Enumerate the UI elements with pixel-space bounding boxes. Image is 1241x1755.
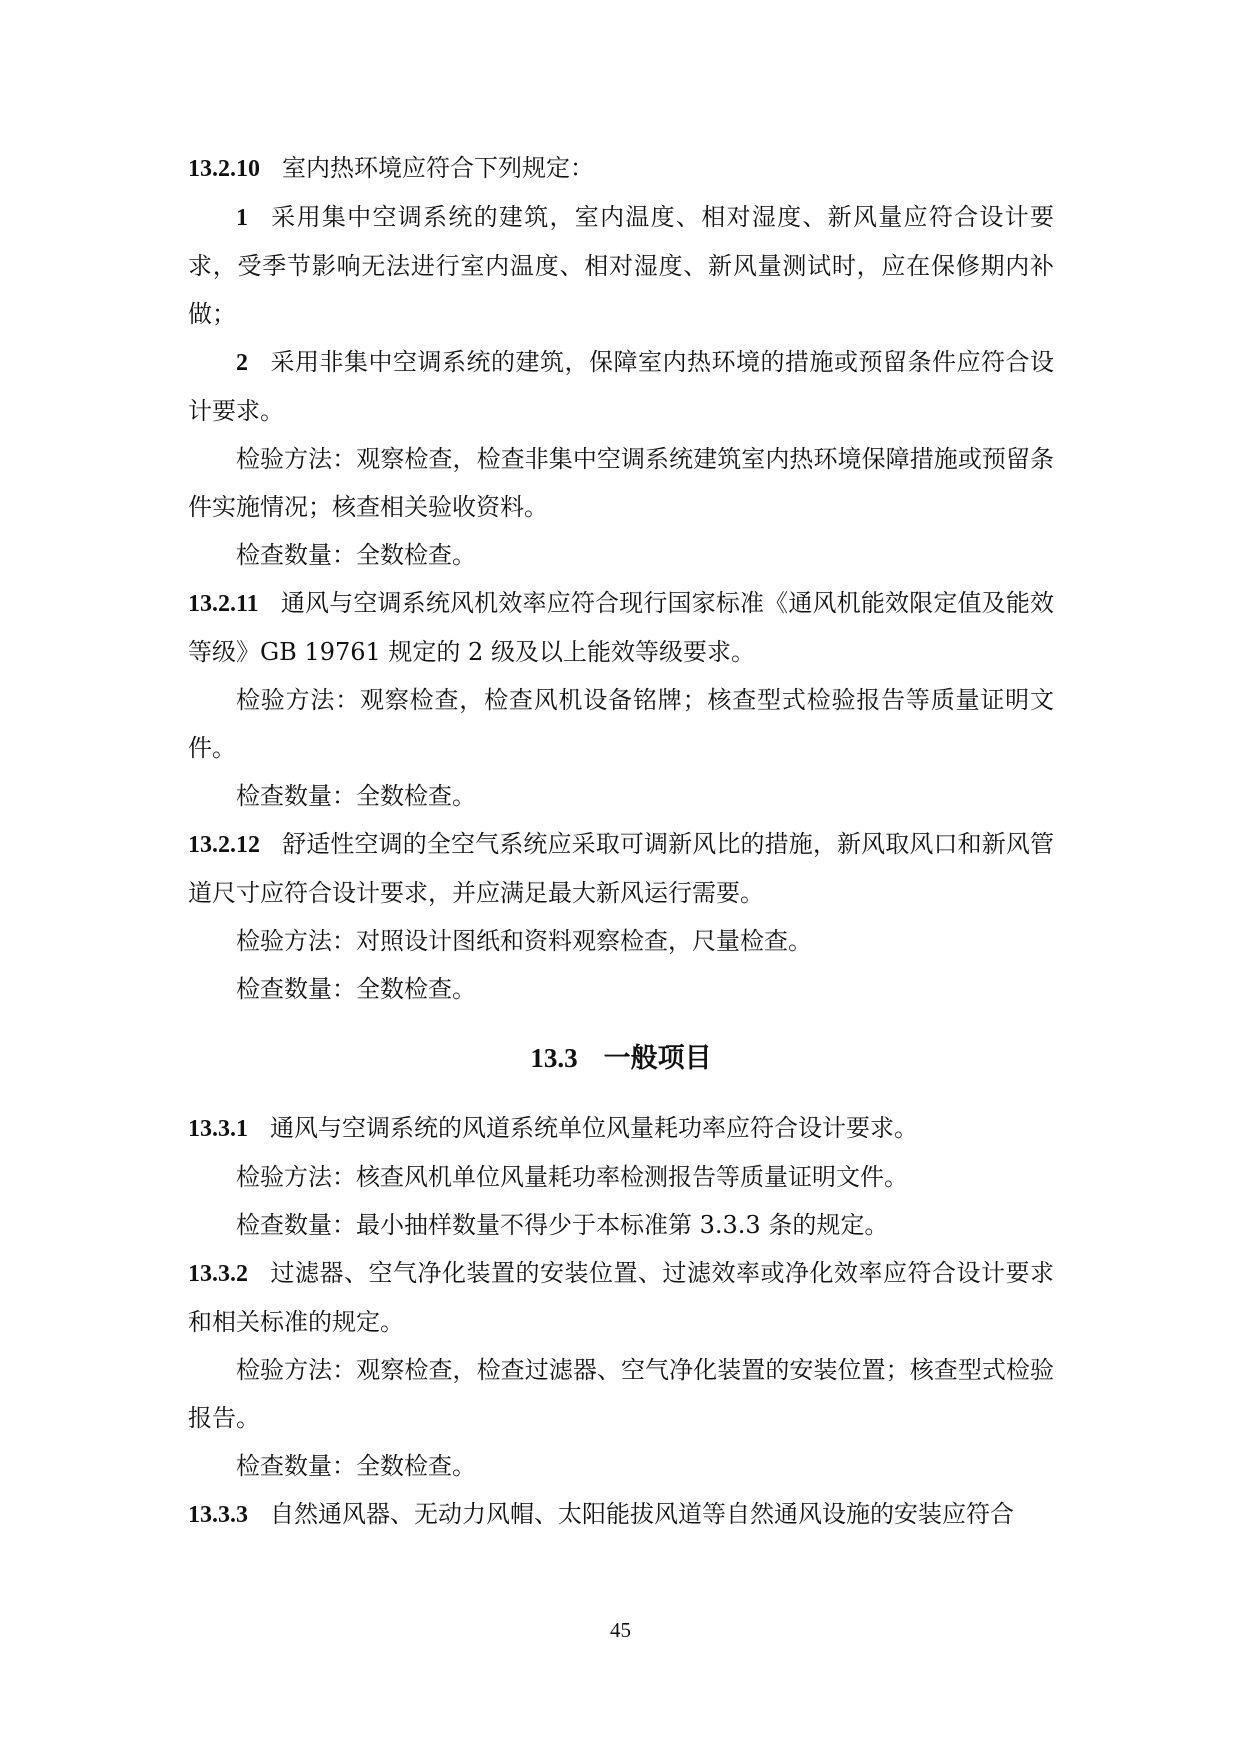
clause-13-2-10-item-2 — [188, 338, 1054, 435]
clause-13-2-11 — [188, 579, 1054, 676]
inspection-method: 检验方法：对照设计图纸和资料观察检查，尺量检查。 — [236, 927, 812, 955]
inspection-method: 检验方法：观察检查，检查过滤器、空气净化装置的安装位置；核查型式检验报告。 — [188, 1356, 1054, 1432]
clause-number: 13.2.11 — [188, 591, 259, 617]
clause-number: 13.3.3 — [188, 1502, 248, 1528]
clause-13-2-12 — [188, 820, 1054, 917]
item-text: 采用非集中空调系统的建筑，保障室内热环境的措施或预留条件应符合设计要求。 — [188, 348, 1054, 425]
clause-13-2-10-item-1 — [188, 193, 1054, 338]
inspection-quantity: 检查数量：最小抽样数量不得少于本标准第 3.3.3 条的规定。 — [236, 1211, 889, 1239]
clause-text: 舒适性空调的全空气系统应采取可调新风比的措施，新风取风口和新风管道尺寸应符合设计要求，并应满足最大新风运行需要。 — [188, 830, 1054, 907]
section-heading — [188, 1031, 1054, 1086]
inspection-quantity: 检查数量：全数检查。 — [236, 541, 476, 569]
clause-13-3-1 — [188, 1104, 1054, 1153]
clause-13-3-3 — [188, 1490, 1054, 1539]
clause-text: 自然通风器、无动力风帽、太阳能拔风道等自然通风设施的安装应符合 — [270, 1500, 1014, 1528]
clause-text: 室内热环境应符合下列规定： — [282, 154, 594, 182]
item-text: 采用集中空调系统的建筑，室内温度、相对湿度、新风量应符合设计要求，受季节影响无法进行室内温度、相对湿度、新风量测试时，应在保修期内补做； — [188, 203, 1054, 328]
item-number: 2 — [236, 350, 248, 376]
inspection-quantity: 检查数量：全数检查。 — [236, 975, 476, 1003]
page-number: 45 — [610, 1618, 631, 1642]
clause-number: 13.3.2 — [188, 1261, 248, 1287]
section-title: 一般项目 — [603, 1043, 712, 1074]
section-number: 13.3 — [530, 1043, 578, 1073]
clause-number: 13.2.12 — [188, 832, 260, 858]
inspection-quantity: 检查数量：全数检查。 — [236, 1452, 476, 1480]
clause-text: 通风与空调系统的风道系统单位风量耗功率应符合设计要求。 — [270, 1114, 918, 1142]
inspection-method: 检验方法：观察检查，检查风机设备铭牌；核查型式检验报告等质量证明文件。 — [188, 686, 1054, 762]
inspection-method: 检验方法：观察检查，检查非集中空调系统建筑室内热环境保障措施或预留条件实施情况；核查相关验收资料。 — [188, 445, 1054, 521]
item-number: 1 — [236, 205, 248, 231]
clause-13-2-10 — [188, 144, 1054, 193]
clause-13-3-2 — [188, 1249, 1054, 1346]
page-content — [188, 144, 1054, 1539]
inspection-method: 检验方法：核查风机单位风量耗功率检测报告等质量证明文件。 — [236, 1163, 908, 1191]
clause-text: 过滤器、空气净化装置的安装位置、过滤效率或净化效率应符合设计要求和相关标准的规定。 — [188, 1259, 1054, 1336]
clause-number: 13.2.10 — [188, 156, 260, 182]
clause-number: 13.3.1 — [188, 1116, 248, 1142]
inspection-quantity: 检查数量：全数检查。 — [236, 782, 476, 810]
clause-text: 通风与空调系统风机效率应符合现行国家标准《通风机能效限定值及能效等级》GB 19761 规定的 2 级及以上能效等级要求。 — [188, 589, 1054, 666]
